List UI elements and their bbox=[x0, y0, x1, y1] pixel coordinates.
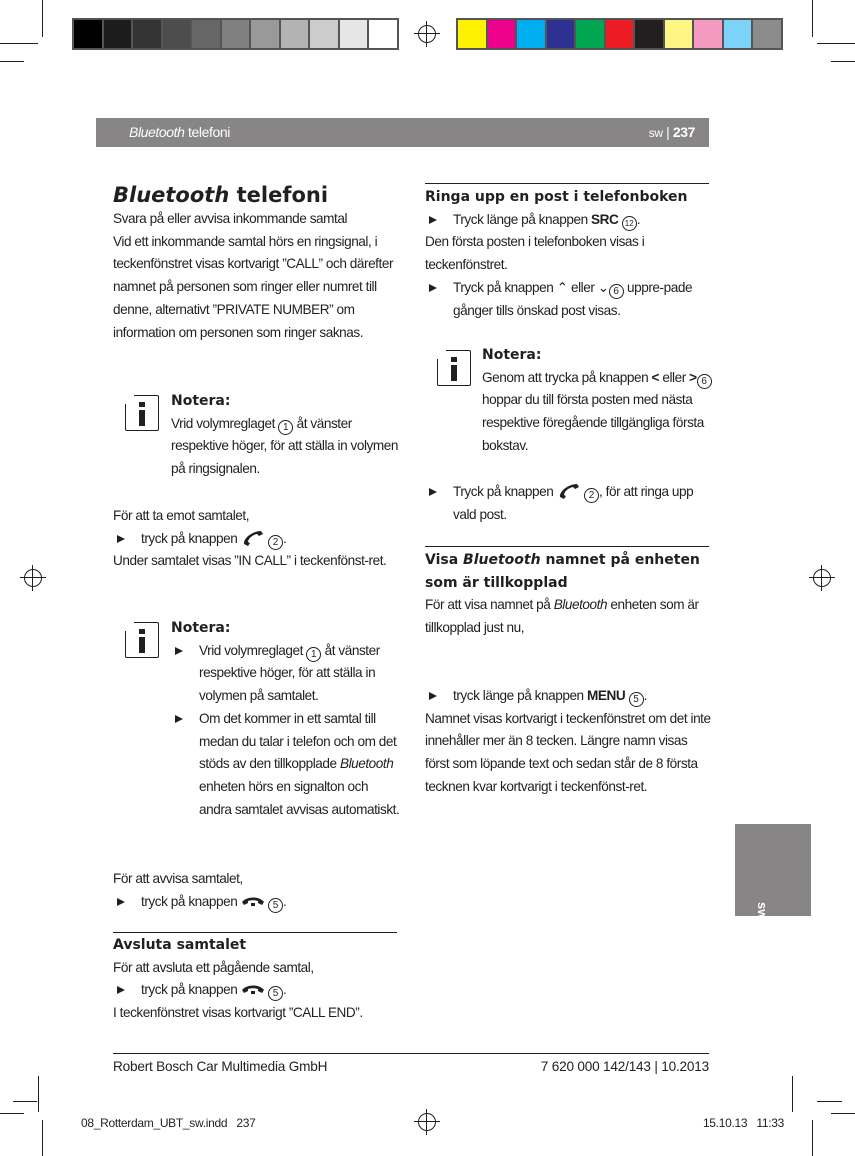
color-swatch bbox=[458, 20, 488, 48]
dial-bullet: Tryck på knappen 2 , för att ringa upp vald post. bbox=[425, 481, 711, 526]
phone-pickup-icon bbox=[241, 530, 265, 546]
note-title: Notera: bbox=[482, 347, 542, 363]
divider bbox=[113, 932, 397, 933]
color-swatch bbox=[104, 20, 134, 48]
color-swatch bbox=[665, 20, 695, 48]
crop-mark bbox=[817, 1101, 842, 1102]
color-swatch bbox=[281, 20, 311, 48]
color-swatch bbox=[163, 20, 193, 48]
crop-mark bbox=[817, 43, 855, 44]
during-call-text: Under samtalet visas ”IN CALL” i teckenfönst-ret. bbox=[113, 553, 387, 569]
page-number: 237 bbox=[672, 124, 695, 140]
phonebook-heading: Ringa upp en post i telefonboken bbox=[425, 189, 688, 205]
crop-mark bbox=[792, 1076, 793, 1112]
color-swatch bbox=[635, 20, 665, 48]
footer-company: Robert Bosch Car Multimedia GmbH bbox=[113, 1059, 328, 1074]
running-header: Bluetooth telefoni sw | 237 bbox=[96, 118, 709, 147]
note-ringvolume bbox=[171, 390, 399, 481]
color-swatch bbox=[192, 20, 222, 48]
color-swatch bbox=[753, 20, 781, 48]
section-title: Bluetooth telefoni bbox=[113, 183, 329, 207]
registration-mark-icon bbox=[24, 569, 42, 587]
slug-file: 08_Rotterdam_UBT_sw.indd 237 bbox=[81, 1116, 256, 1130]
accept-call-section bbox=[113, 505, 399, 573]
note-alphabet-jump: Notera: Genom att trycka på knappen < eller > 6 hoppar du till första posten med nästa respektive föregående tillgängliga första bokstav. bbox=[482, 344, 712, 458]
color-swatch bbox=[576, 20, 606, 48]
chevron-right-icon: > bbox=[689, 369, 697, 385]
footer-divider bbox=[113, 1053, 709, 1054]
note-title: Notera: bbox=[171, 620, 231, 636]
crop-mark bbox=[0, 43, 38, 44]
language-code: sw bbox=[648, 126, 663, 140]
divider bbox=[425, 183, 709, 184]
phone-pickup-icon bbox=[557, 483, 581, 499]
color-swatch bbox=[488, 20, 518, 48]
subtitle: Svara på eller avvisa inkommande samtal bbox=[113, 211, 348, 226]
info-icon bbox=[125, 395, 159, 431]
intro-paragraph: Vid ett inkommande samtal hörs en ringsignal, i teckenfönstret visas kortvarigt ”CALL” och därefter namnet på personen som ringer eller numret till denne, alternativt ”PRIVATE NUMBER” om information om personen som ringer saknas. bbox=[113, 233, 394, 340]
phone-hangup-icon bbox=[241, 895, 265, 909]
accept-intro: För att ta emot samtalet, bbox=[113, 508, 250, 523]
crop-mark bbox=[831, 61, 855, 62]
phone-hangup-icon bbox=[241, 983, 265, 997]
chevron-left-icon: < bbox=[651, 369, 660, 385]
header-title: telefoni bbox=[184, 124, 230, 140]
crop-mark bbox=[42, 0, 43, 37]
end-call-heading: Avsluta samtalet bbox=[113, 937, 247, 953]
color-swatch bbox=[694, 20, 724, 48]
left-column bbox=[113, 180, 399, 344]
end-call-section: Avsluta samtalet För att avsluta ett pågående samtal, tryck på knappen 5 . I teckenfönstret visas kortvarigt ”CALL END”. bbox=[113, 934, 399, 1025]
note-title: Notera: bbox=[171, 393, 231, 409]
phonebook-section: Ringa upp en post i telefonboken Tryck länge på knappen SRC 12 . Den första posten i telefonboken visas i teckenfönstret. Tryck på knappen ⌃ eller ⌄ 6 uppre-pade gånger tills önskad post visas. bbox=[425, 186, 711, 322]
crop-mark bbox=[13, 1101, 37, 1102]
control-number: 1 bbox=[278, 420, 293, 435]
grayscale-color-bar bbox=[72, 18, 399, 50]
registration-mark-icon bbox=[813, 569, 831, 587]
registration-mark-icon bbox=[418, 25, 436, 43]
chevron-down-icon: ⌄ bbox=[597, 279, 609, 295]
info-icon bbox=[437, 350, 471, 386]
note-text: Vrid volymreglaget 1 åt vänster respektive höger, för att ställa in volymen på ringsignalen. bbox=[171, 415, 398, 477]
color-swatch bbox=[251, 20, 281, 48]
color-swatch bbox=[547, 20, 577, 48]
crop-mark bbox=[812, 0, 813, 37]
note-bullet: Om det kommer in ett samtal till medan du talar i telefon och om det stöds av den tillkopplade Bluetooth enheten hörs en signalton och andra samtalet avvisas automatiskt. bbox=[171, 708, 401, 822]
crop-mark bbox=[38, 1076, 39, 1112]
color-swatch bbox=[340, 20, 370, 48]
color-swatch bbox=[724, 20, 754, 48]
color-swatch bbox=[310, 20, 340, 48]
divider bbox=[425, 546, 709, 547]
show-device-name-section: Visa Bluetooth namnet på enheten som är tillkopplad För att visa namnet på Bluetooth enheten som är tillkopplad just nu, tryck länge på knappen MENU 5 . Namnet visas kortvarigt i teckenfönstret om det inte innehåller mer än 8 tecken. Längre namn visas först som löpande text och sedan står de 8 första tecknen kvar kortvarigt i teckenfönst-ret. bbox=[425, 549, 711, 798]
header-title-italic: Bluetooth bbox=[129, 124, 185, 140]
color-swatch bbox=[369, 20, 397, 48]
note-call-volume bbox=[171, 617, 401, 821]
language-side-tab: sw bbox=[735, 824, 811, 916]
chevron-up-icon: ⌃ bbox=[556, 279, 568, 295]
color-swatch bbox=[517, 20, 547, 48]
slug-date: 15.10.13 11:33 bbox=[702, 1116, 784, 1130]
color-swatch bbox=[606, 20, 636, 48]
color-swatch bbox=[133, 20, 163, 48]
crop-mark bbox=[831, 1113, 855, 1114]
show-name-heading: Visa Bluetooth namnet på enheten som är tillkopplad bbox=[425, 552, 700, 591]
crop-mark bbox=[42, 1120, 43, 1156]
process-color-bar bbox=[456, 18, 783, 50]
info-icon bbox=[125, 622, 159, 658]
reject-call-section: För att avvisa samtalet, tryck på knappen 5 . bbox=[113, 868, 399, 913]
crop-mark bbox=[0, 1113, 24, 1114]
color-swatch bbox=[74, 20, 104, 48]
registration-mark-icon bbox=[418, 1113, 436, 1131]
crop-mark bbox=[812, 1120, 813, 1156]
accept-bullet: tryck på knappen 2 . bbox=[113, 528, 399, 551]
crop-mark bbox=[0, 61, 24, 62]
footer-docnum: 7 620 000 142/143 | 10.2013 bbox=[540, 1059, 709, 1074]
note-bullet: Vrid volymreglaget 1 åt vänster respektive höger, för att ställa in volymen på samtalet. bbox=[171, 640, 401, 708]
color-swatch bbox=[222, 20, 252, 48]
